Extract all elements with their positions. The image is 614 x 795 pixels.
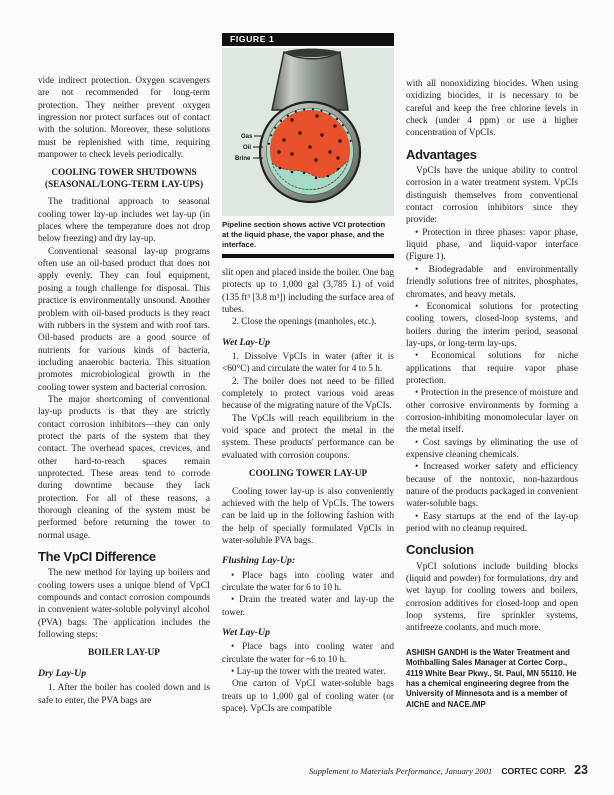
column-layout (38, 30, 578, 716)
topic-heading: The VpCI Difference (38, 549, 156, 565)
figure-caption: Pipeline section shows active VCI protection at the liquid phase, the vapor phase, and the interface. (222, 220, 386, 249)
paragraph: The VpCIs will reach equilibrium in the void space and protect the metal in the system. These products' performance can be evaluated with corrosion coupons. (222, 413, 394, 461)
page-footer (0, 761, 588, 779)
bullet-item: • Cost savings by eliminating the use of expensive cleaning chemicals. (406, 437, 578, 462)
paragraph: 1. After the boiler has cooled down and is safe to enter, the PVA bags are (38, 683, 210, 706)
bullet-item: • Economical solutions for niche applications that require vapor phase protection. (406, 350, 578, 387)
paragraph: Conventional seasonal lay-up programs often use an oil-based product that does not apply evenly. They can foul equipment, posing a tough challenge for disposal. This practice is environmentally unsound. Another problem with oil-based products is they react with rubbers in the system and with roof tars. Oil-based products are a good source of nutrients for various kinds of bacteria, including anaerobic bacteria. This situation promotes microbiological growth in the cooling tower system and bacterial corrosion. (38, 246, 210, 393)
subsection-heading: Dry Lay-Up (38, 667, 87, 679)
bullet-item: • Place bags into cooling water and circulate the water for 6 to 10 h. (222, 570, 394, 595)
left-column-text (38, 75, 210, 707)
paragraph: 2. Close the openings (manholes, etc.). (232, 317, 377, 328)
figure-1 (222, 33, 394, 258)
topic-heading: Advantages (406, 146, 477, 162)
paragraph: VpCIs have the unique ability to control corrosion in a water treatment system. VpCIs distinguish themselves from conventional contact corrosion inhibitors since they provide: (406, 166, 578, 226)
bullet-item: • Easy startups at the end of the lay-up period with no cleanup required. (406, 511, 578, 536)
middle-column (222, 30, 394, 716)
pipeline-illustration (222, 48, 394, 216)
subsection-heading: Wet Lay-Up (222, 336, 270, 348)
bullet-item: • Increased worker safety and efficiency because of the nontoxic, non-hazardous nature of the products packaged in convenient water-soluble bags. (406, 461, 578, 510)
journal-line: Supplement to Materials Performance, January 2001 (309, 766, 493, 776)
bullet-item: • Economical solutions for protecting cooling towers, closed-loop systems, and boilers during the interim period, seasonal lay-ups, or long-term lay-ups. (406, 301, 578, 350)
author-bio: ASHISH GANDHI is the Water Treatment and Mothballing Sales Manager at Cortec Corp., 4119 White Bear Pkwy., St. Paul, MN 55110. He has a chemical engineering degree from the University of Minnesota and is a member of AIChE and NACE./MP (406, 647, 577, 709)
pipeline-figure (222, 48, 394, 216)
bullet-item: • Drain the treated water and lay-up the tower. (222, 594, 394, 619)
middle-column-text (222, 267, 394, 716)
paragraph: Cooling tower lay-up is also conveniently achieved with the help of VpCIs. The towers can be laid up in the following fashion with the help of specially formulated VpCIs in water-soluble PVA bags. (222, 486, 394, 547)
gas-label: Gas (241, 134, 253, 140)
paragraph: 2. The boiler does not need to be filled completely to protect various void areas because of the migrating nature of the VpCIs. (222, 376, 394, 412)
bullet-item: • Biodegradable and environmentally friendly solutions free of nitrites, phosphates, chromates, and heavy metals. (406, 264, 578, 301)
paragraph: with all nonoxidizing biocides. When using oxidizing biocides, it is necessary to be careful and keep the free chlorine levels in check (under 4 ppm) or use a higher concentration of VpCIs. (406, 79, 578, 139)
bullet-item: • Protection in three phases: vapor phase, liquid phase, and liquid-vapor interface (Figure 1). (406, 227, 578, 264)
left-column (38, 30, 210, 716)
publisher-name: CORTEC CORP. (501, 766, 567, 776)
pipe-labels (235, 134, 263, 162)
paragraph: slit open and placed inside the boiler. One bag protects up to 1,000 gal (3,785 L) of void (135 ft³ [3.8 m³]) including the surface area of tubes. (222, 268, 394, 316)
figure-rule (222, 254, 394, 258)
brine-label: Brine (235, 156, 251, 162)
topic-heading: Conclusion (406, 542, 474, 558)
oil-label: Oil (243, 145, 252, 151)
paragraph: The traditional approach to seasonal cooling tower lay-up includes wet lay-up (in places where the temperature does not drop below freezing) and dry lay-up. (38, 197, 210, 245)
figure-label: FIGURE 1 (222, 33, 394, 46)
page-number: 23 (574, 763, 588, 777)
paragraph: 1. Dissolve VpCIs in water (after it is <60°C) and circulate the water for 4 to 5 h. (222, 352, 394, 375)
subsection-heading: Wet Lay-Up (222, 627, 270, 639)
right-column-text (406, 78, 578, 710)
section-heading: COOLING TOWER LAY-UP (248, 469, 368, 480)
bullet-item: • Protection in the presence of moisture and other corrosive environments by forming a corrosion-inhibiting monomolecular layer on the metal itself. (406, 387, 578, 436)
paragraph: One carton of VpCI water-soluble bags treats up to 1,000 gal of cooling water (or space). VpCIs are compatible (222, 679, 394, 715)
right-column (406, 30, 578, 716)
section-heading: BOILER LAY-UP (88, 648, 160, 659)
bullet-item: • Place bags into cooling water and circulate the water for ~6 to 10 h. (222, 641, 394, 666)
bullet-item: • Lay-up the tower with the treated water. (222, 666, 394, 678)
paragraph: VpCI solutions include building blocks (liquid and powder) for formulations, dry and wet layup for cooling towers and boilers, corrosion additives for closed-loop and open loop systems, fire sprinkler systems, antifreeze coolants, and much more. (406, 561, 578, 634)
section-heading: COOLING TOWER SHUTDOWNS (SEASONAL/LONG-TERM LAY-UPS) (44, 168, 204, 190)
paragraph: The new method for laying up boilers and cooling towers uses a unique blend of VpCI compounds and contact corrosion compounds in convenient water-soluble polyvinyl alcohol (PVA) bags. The application includes the following steps: (38, 568, 210, 641)
subsection-heading: Flushing Lay-Up: (222, 555, 296, 567)
paragraph: vide indirect protection. Oxygen scavengers are not recommended for long-term protection. They neither prevent oxygen ingression nor protect surfaces out of contact with the solution. Moreover, these solutions must be replenished with time, requiring manpower to check levels periodically. (38, 76, 210, 161)
paragraph: The major shortcoming of conventional lay-up products is that they are strictly contact corrosion inhibitors—they can only protect the parts of the system that they contact. The overhead spaces, crevices, and other hard-to-reach spaces remain unprotected. These areas tend to corrode during downtime because they lack protection. For all of these reasons, a thorough cleaning of the system must be performed before returning the tower to normal usage. (38, 394, 210, 541)
